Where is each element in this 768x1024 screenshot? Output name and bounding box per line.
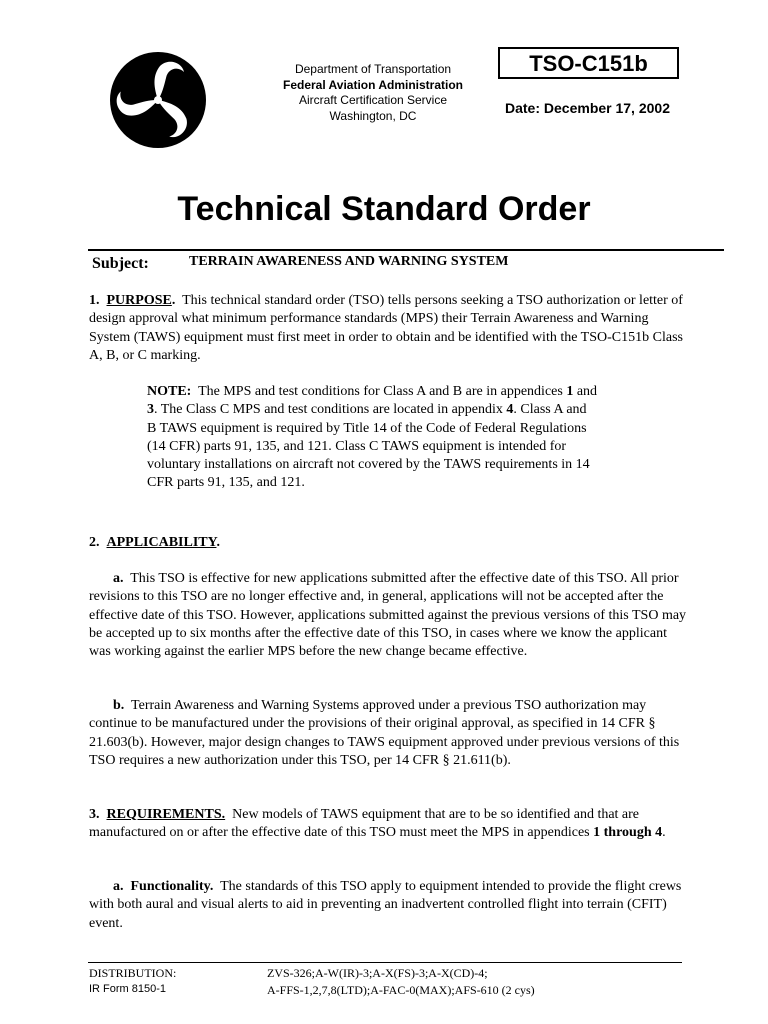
- applicability-b-paragraph: [89, 697, 689, 770]
- purpose-number: 1.: [89, 293, 100, 308]
- applicability-number: 2.: [89, 535, 100, 550]
- applicability-b-text: Terrain Awareness and Warning Systems approved under a previous TSO authorization may continue to be manufactured under the provisions of their original approval, as specified in 14 CFR § 21.603(b). However, major design changes to TAWS equipment approved under previous versions of this TSO requires a new authorization under this TSO, per 14 CFR § 21.611(b).: [89, 698, 680, 768]
- distribution-codes-line2: A-FFS-1,2,7,8(LTD);A-FAC-0(MAX);AFS-610 (2 cys): [267, 983, 535, 997]
- requirements-text: New models of TAWS equipment that are to be so identified and that are manufactured on or after the effective date of this TSO must meet the MPS in appendices: [89, 807, 640, 841]
- form-number: IR Form 8150-1: [89, 983, 167, 995]
- distribution-label: DISTRIBUTION:: [89, 966, 177, 980]
- note-appendix-ref: 3: [147, 402, 154, 418]
- applicability-a-label: a.: [113, 571, 124, 586]
- note-appendix-ref: 1: [566, 384, 574, 399]
- note-appendix-ref: 4: [506, 402, 514, 418]
- applicability-heading-line: 2. APPLICABILITY.: [89, 535, 220, 550]
- title-divider: [88, 249, 724, 251]
- applicability-heading: APPLICABILITY: [106, 535, 217, 550]
- document-title: Technical Standard Order: [177, 190, 591, 228]
- functionality-paragraph: [89, 878, 689, 933]
- purpose-heading: PURPOSE: [106, 293, 172, 308]
- requirements-appendices: 1 through 4: [593, 825, 663, 841]
- purpose-paragraph: 1. PURPOSE. This technical standard order (TSO) tells persons seeking a TSO authorization or letter of design approval what minimum performance standards (MPS) their Terrain Awareness and Warning System (TAWS) equipment must first meet in order to obtain and be identified with the TSO-C151b Class A, B, or C marking.: [89, 293, 683, 363]
- note-text: . Class A and B TAWS equipment is required by Title 14 of the Code of Federal Regulations (14 CFR) parts 91, 135, and 121. Class C TAWS equipment is intended for voluntary installations on aircraft not covered by the TAWS requirements in 14 CFR parts 91, 135, and 121.: [147, 402, 590, 491]
- note-text: The MPS and test conditions for Class A and B are in appendices: [198, 384, 563, 399]
- functionality-heading: Functionality.: [130, 879, 214, 894]
- subject-label: Subject:: [92, 255, 149, 272]
- distribution-codes-line1: ZVS-326;A-W(IR)-3;A-X(FS)-3;A-X(CD)-4;: [267, 966, 488, 980]
- note-text: . The Class C MPS and test conditions are located in appendix: [154, 402, 503, 418]
- applicability-b-label: b.: [113, 698, 125, 713]
- service-name: Aircraft Certification Service: [298, 93, 448, 107]
- note-text: and: [576, 384, 598, 399]
- subject-text: TERRAIN AWARENESS AND WARNING SYSTEM: [189, 254, 509, 269]
- applicability-a-text: This TSO is effective for new applications submitted after the effective date of this TSO. All prior revisions to this TSO are no longer effective and, in general, applications will not be accepted after the effective date of this TSO. However, applications submitted against the previous versions of this TSO may be accepted up to six months after the effective date of this TSO, in cases where we know the applicant was working against the earlier MPS before the new change became effective.: [89, 571, 687, 660]
- applicability-a-paragraph: [89, 570, 689, 661]
- city-name: Washington, DC: [329, 108, 417, 123]
- requirements-paragraph: 3. REQUIREMENTS. New models of TAWS equipment that are to be so identified and that are manufactured on or after the effective date of this TSO must meet the MPS in appendices 1 through 4.: [89, 807, 666, 841]
- dot-triskelion-logo-icon: [108, 50, 208, 150]
- note-label: NOTE:: [147, 384, 192, 399]
- note-block: [147, 383, 599, 493]
- requirements-number: 3.: [89, 807, 100, 822]
- department-name: Department of Transportation: [294, 62, 452, 76]
- agency-name: Federal Aviation Administration: [282, 77, 464, 92]
- tso-number-box: TSO-C151b: [498, 47, 679, 79]
- purpose-text: This technical standard order (TSO) tells persons seeking a TSO authorization or letter of design approval what minimum performance standards (MPS) their Terrain Awareness and Warning System (TAWS) equipment must first meet in order to obtain and be identified with the TSO-C151b Class A, B, or C marking.: [89, 293, 683, 363]
- functionality-text: The standards of this TSO apply to equipment intended to provide the flight crews with both aural and visual alerts to aid in preventing an inadvertent controlled flight into terrain (CFIT) event.: [89, 879, 682, 931]
- issuing-agency-block: [255, 62, 491, 124]
- footer-divider: [88, 962, 682, 963]
- requirements-heading: REQUIREMENTS.: [106, 807, 226, 822]
- issue-date: Date: December 17, 2002: [505, 100, 670, 116]
- functionality-label: a.: [113, 879, 124, 894]
